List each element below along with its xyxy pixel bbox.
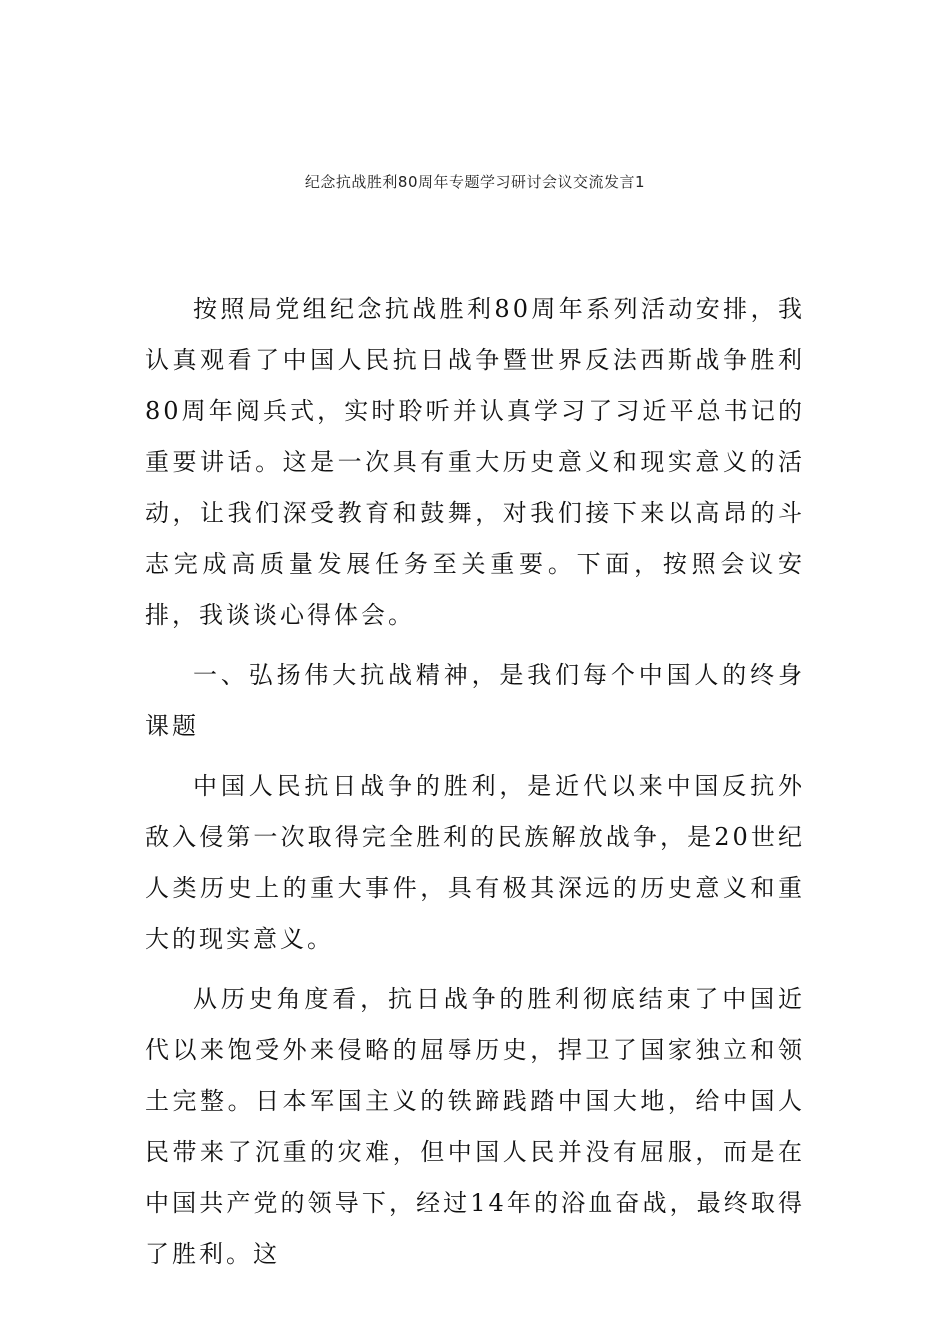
page-header: 纪念抗战胜利80周年专题学习研讨会议交流发言1 [304, 173, 646, 191]
paragraph-history: 从历史角度看，抗日战争的胜利彻底结束了中国近代以来饱受外来侵略的屈辱历史，捍卫了国家独立和领土完整。日本军国主义的铁蹄践踏中国大地，给中国人民带来了沉重的灾难，但中国人民并没有屈服，而是在中国共产党的领导下，经过14年的浴血奋战，最终取得了胜利。这 [145, 985, 805, 1268]
paragraph-intro: 按照局党组纪念抗战胜利80周年系列活动安排，我认真观看了中国人民抗日战争暨世界反法西斯战争胜利80周年阅兵式，实时聆听并认真学习了习近平总书记的重要讲话。这是一次具有重大历史意义和现实意义的活动，让我们深受教育和鼓舞，对我们接下来以高昂的斗志完成高质量发展任务至关重要。下面，按照会议安排，我谈谈心得体会。 [145, 295, 805, 629]
paragraph-victory: 中国人民抗日战争的胜利，是近代以来中国反抗外敌入侵第一次取得完全胜利的民族解放战争，是20世纪人类历史上的重大事件，具有极其深远的历史意义和重大的现实意义。 [145, 772, 805, 953]
section-heading-1: 一、弘扬伟大抗战精神，是我们每个中国人的终身课题 [145, 661, 805, 740]
document-body [145, 284, 805, 1289]
